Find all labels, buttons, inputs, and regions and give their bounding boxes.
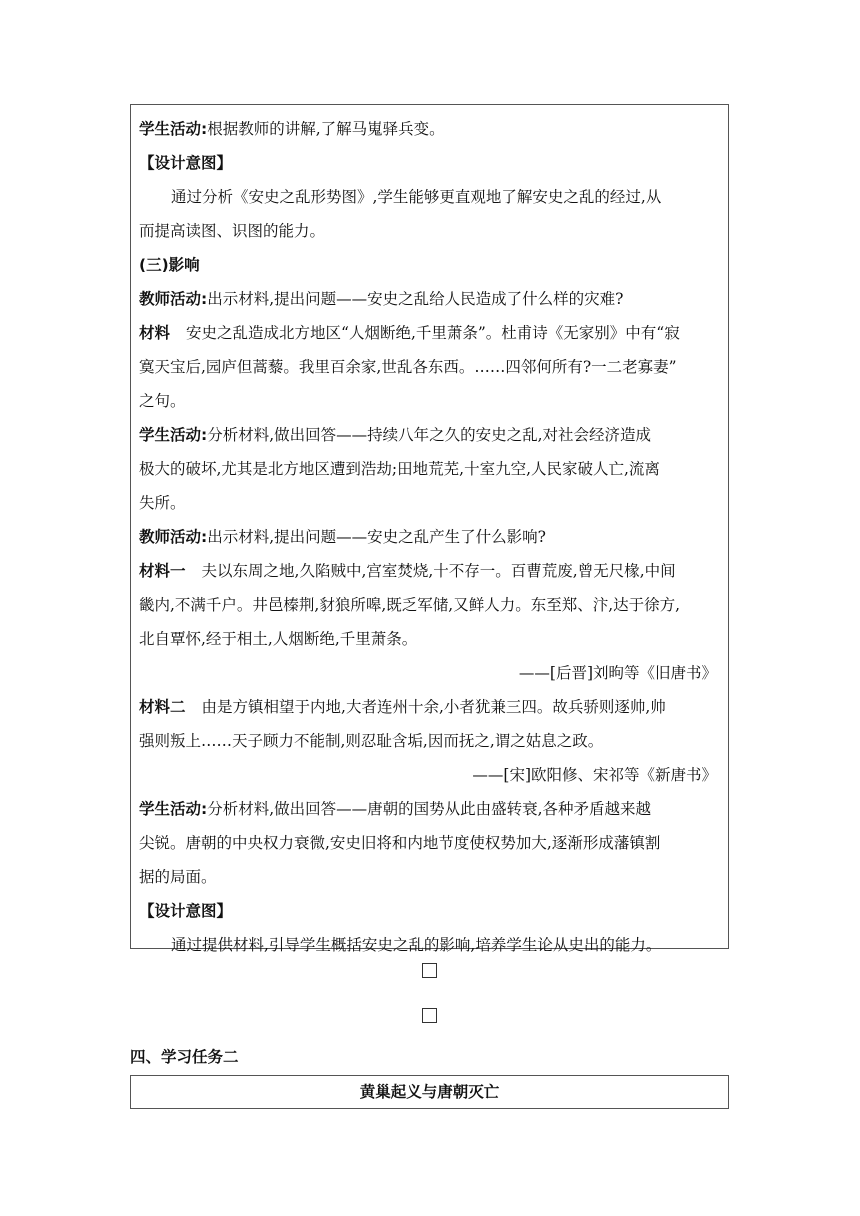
material-line-2: 寞天宝后,园庐但蒿藜。我里百余家,世乱各东西。……四邻何所有?一二老寡妻” — [139, 358, 677, 376]
material-two-line-1: 材料二 由是方镇相望于内地,大者连州十余,小者犹兼三四。故兵骄则逐帅,帅 — [139, 698, 666, 716]
task-two-title-box: 黄巢起义与唐朝灭亡 — [130, 1075, 729, 1109]
student-activity-2-line-3: 失所。 — [139, 494, 186, 512]
material-one-line-1: 材料一 夫以东周之地,久陷贼中,宫室焚烧,十不存一。百曹荒废,曾无尺椽,中间 — [139, 562, 676, 580]
material-line-3: 之句。 — [139, 392, 186, 410]
empty-square-icon-2 — [422, 1008, 437, 1023]
material-line-1: 材料 安史之乱造成北方地区“人烟断绝,千里萧条”。杜甫诗《无家别》中有“寂 — [139, 324, 680, 342]
student-activity-2: 学生活动:分析材料,做出回答——持续八年之久的安史之乱,对社会经济造成 — [139, 426, 652, 444]
section-heading-impact: (三)影响 — [139, 256, 200, 274]
material-one-line-2: 畿内,不满千户。井邑榛荆,豺狼所嗥,既乏军储,又鲜人力。东至郑、汴,达于徐方, — [139, 596, 681, 614]
teacher-activity-1: 教师活动:出示材料,提出问题——安史之乱给人民造成了什么样的灾难? — [139, 290, 624, 308]
student-activity-2-line-2: 极大的破坏,尤其是北方地区遭到浩劫;田地荒芜,十室九空,人民家破人亡,流离 — [139, 460, 660, 478]
lesson-content-box — [130, 104, 729, 954]
material-two-source: ——[宋]欧阳修、宋祁等《新唐书》 — [472, 766, 717, 784]
design-intent-text-2: 通过提供材料,引导学生概括安史之乱的影响,培养学生论从史出的能力。 — [171, 936, 662, 954]
student-activity-3: 学生活动:分析材料,做出回答——唐朝的国势从此由盛转衰,各种矛盾越来越 — [139, 800, 652, 818]
design-intent-text-1a: 通过分析《安史之乱形势图》,学生能够更直观地了解安史之乱的经过,从 — [171, 188, 662, 206]
material-one-line-3: 北自覃怀,经于相土,人烟断绝,千里萧条。 — [139, 630, 418, 648]
design-intent-heading-1: 【设计意图】 — [139, 154, 233, 172]
design-intent-text-1b: 而提高读图、识图的能力。 — [139, 222, 326, 240]
material-two-line-2: 强则叛上……天子顾力不能制,则忍耻含垢,因而抚之,谓之姑息之政。 — [139, 732, 604, 750]
section-four-heading: 四、学习任务二 — [130, 1048, 239, 1066]
student-activity-3-line-2: 尖锐。唐朝的中央权力衰微,安史旧将和内地节度使权势加大,逐渐形成藩镇割 — [139, 834, 661, 852]
teacher-activity-2: 教师活动:出示材料,提出问题——安史之乱产生了什么影响? — [139, 528, 546, 546]
design-intent-heading-2: 【设计意图】 — [139, 902, 233, 920]
student-activity-1: 学生活动:根据教师的讲解,了解马嵬驿兵变。 — [139, 120, 445, 138]
student-activity-3-line-3: 据的局面。 — [139, 868, 217, 886]
empty-square-icon — [422, 963, 437, 978]
material-one-source: ——[后晋]刘昫等《旧唐书》 — [518, 664, 717, 682]
